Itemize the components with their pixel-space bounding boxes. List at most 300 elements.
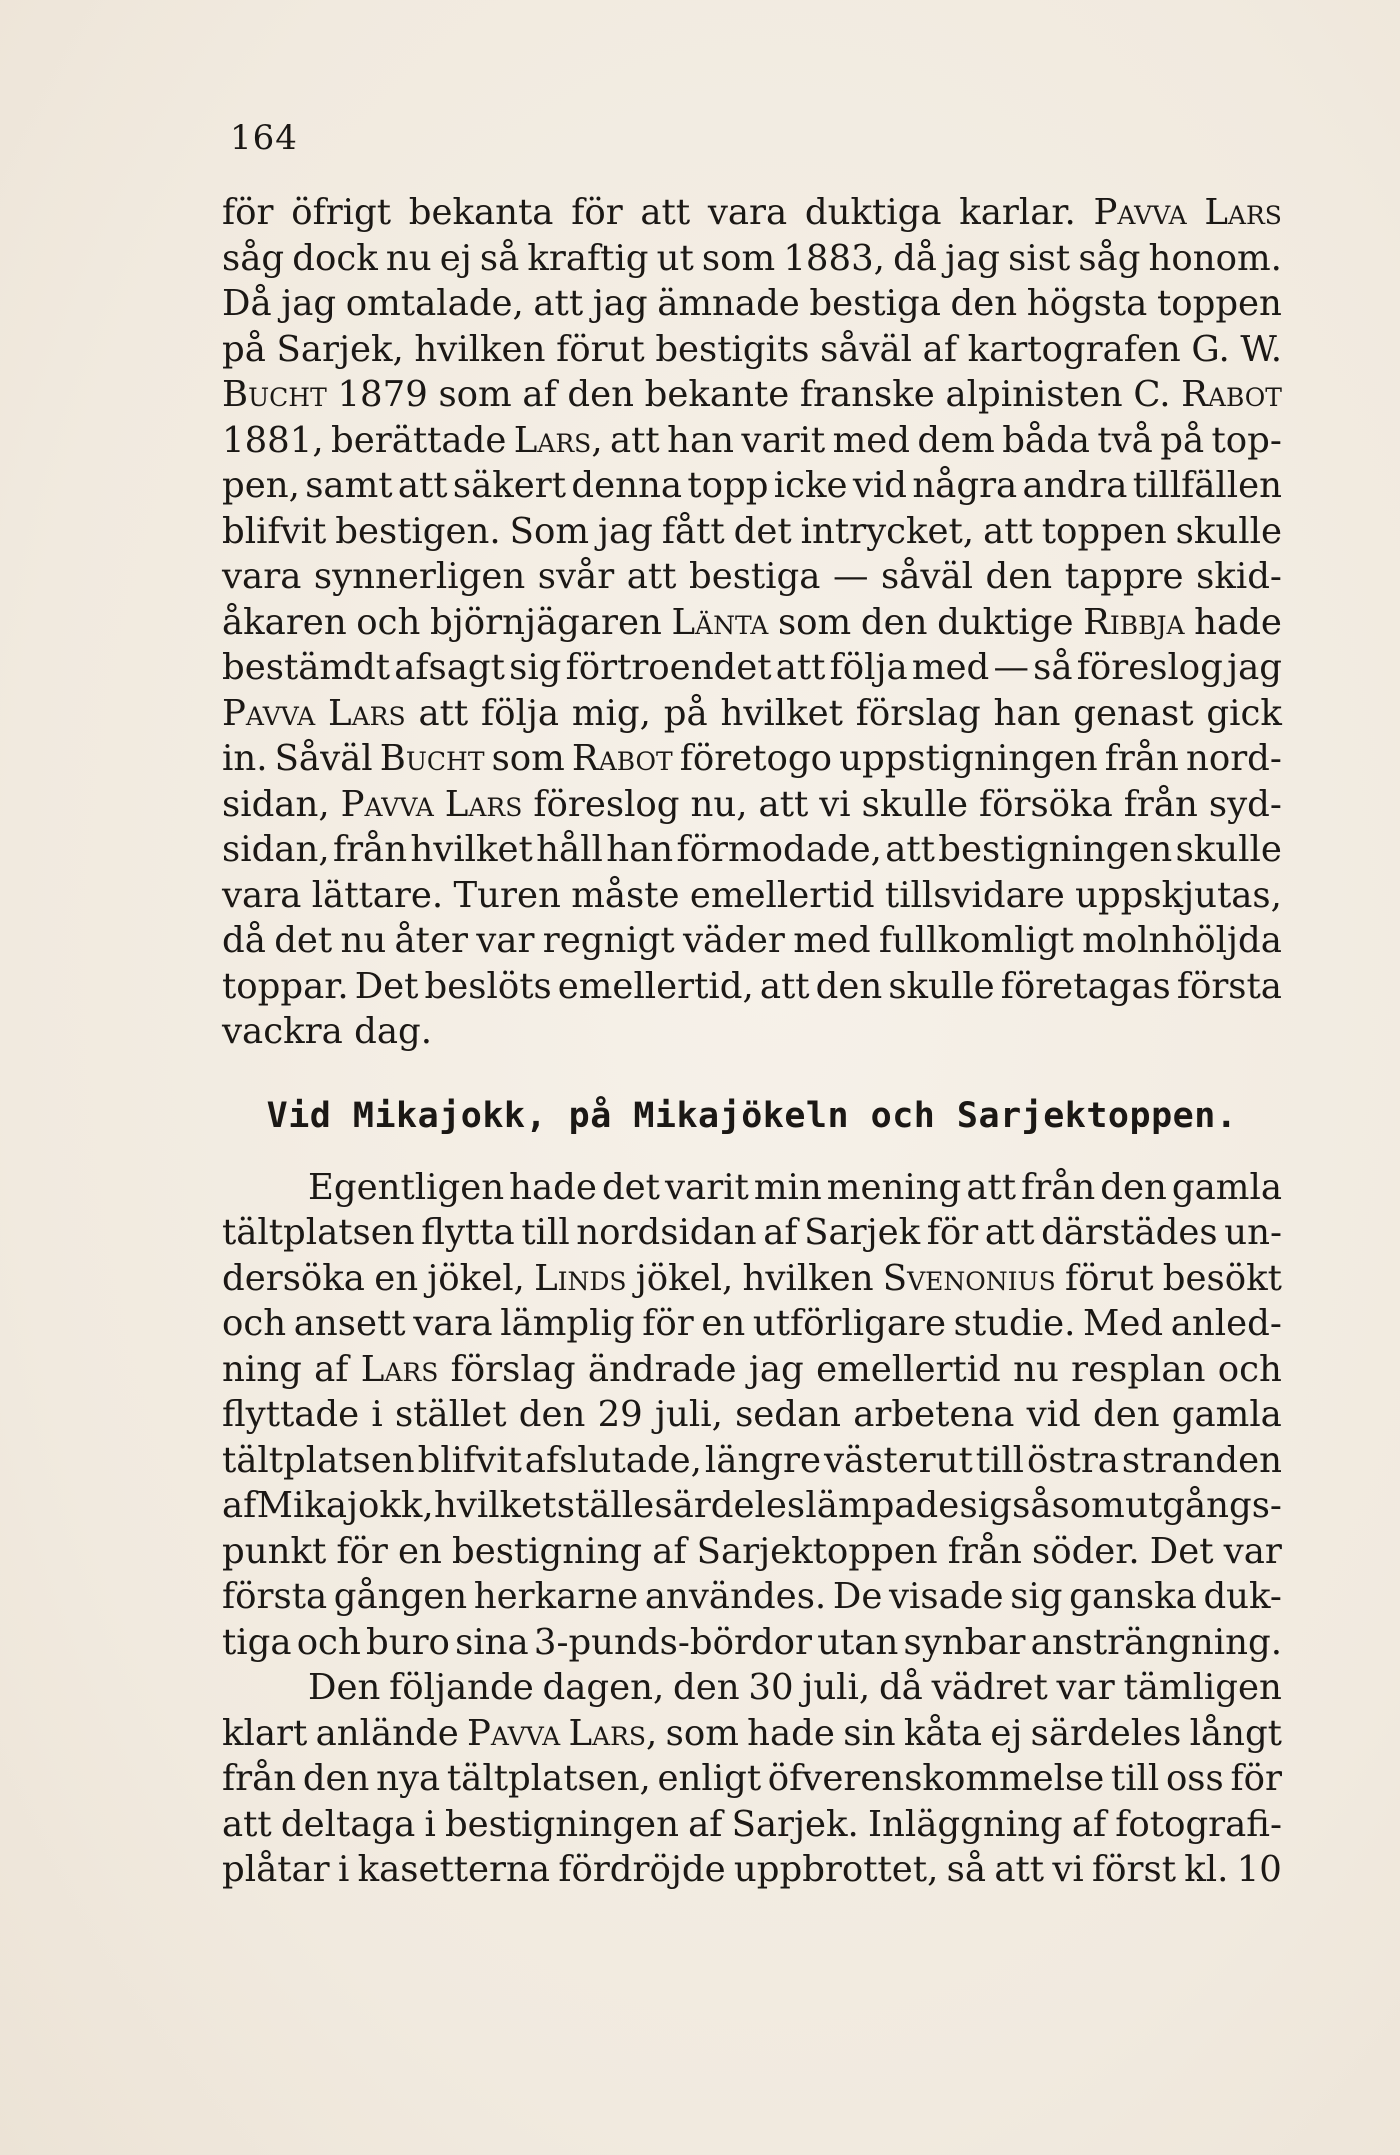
word: bestiga: [809, 283, 941, 324]
word: gamla: [1171, 1166, 1282, 1208]
word: Det: [1149, 1530, 1214, 1572]
word: båda: [1002, 419, 1090, 461]
word: 1881,: [222, 419, 324, 461]
word: dagen,: [542, 1667, 665, 1708]
word: som: [777, 601, 852, 643]
word: tältplatsen,: [446, 1758, 651, 1799]
word: första: [1176, 965, 1282, 1007]
word: Lars: [444, 783, 523, 825]
word: vara: [413, 1303, 493, 1344]
word: sidan,: [222, 783, 330, 825]
word: 1879: [337, 374, 428, 415]
word: ut: [656, 237, 694, 279]
word: denna: [571, 465, 682, 506]
word: 1883,: [783, 237, 885, 279]
body-text: [222, 190, 1282, 1893]
word: för: [571, 192, 623, 233]
word: då: [893, 237, 937, 279]
word: åkaren: [222, 601, 347, 643]
word: topp: [687, 465, 769, 506]
word: fotografi-: [1115, 1803, 1282, 1845]
word: att: [626, 556, 677, 597]
word: företagas: [1000, 965, 1171, 1007]
word: jökel,: [427, 1257, 525, 1299]
word: så: [1033, 647, 1073, 688]
text-line: [222, 1483, 1282, 1529]
text-line: [222, 691, 1282, 737]
word: då: [878, 1667, 923, 1708]
word: sist: [1008, 237, 1071, 279]
word: den: [985, 556, 1053, 597]
word: jag: [945, 237, 1000, 279]
word: ganska: [1069, 1576, 1197, 1617]
word: i: [371, 1394, 383, 1435]
word: fått: [661, 510, 725, 552]
word: tältplatsen: [222, 1212, 415, 1253]
word: af: [922, 328, 957, 370]
word: flyttade: [222, 1394, 360, 1435]
word: deltaga: [280, 1803, 416, 1845]
word: högsta: [1026, 283, 1148, 324]
word: af: [688, 1803, 723, 1845]
word: den: [567, 374, 634, 415]
word: förut: [1064, 1257, 1154, 1299]
word: G.: [1191, 328, 1230, 370]
text-line: [222, 554, 1282, 600]
word: sin: [843, 1712, 896, 1754]
word: på: [222, 328, 266, 370]
word: tältplatsen: [222, 1439, 415, 1481]
text-line: [222, 1665, 1282, 1711]
word: Länta: [671, 601, 769, 643]
word: såsom: [1012, 1485, 1125, 1526]
text-line: [222, 1756, 1282, 1802]
text-line: [222, 236, 1282, 282]
word: som: [701, 237, 776, 279]
word: emellertid: [689, 874, 875, 916]
text-line: [222, 1301, 1282, 1347]
word: sina: [455, 1621, 529, 1663]
word: Pavva: [340, 783, 434, 825]
word: till: [521, 1212, 570, 1253]
word: gick: [1206, 692, 1282, 734]
word: —: [832, 556, 869, 597]
word: skid-: [1196, 556, 1282, 597]
word: håll: [536, 829, 603, 870]
word: ning: [222, 1348, 302, 1390]
text-line: [222, 827, 1282, 873]
text-line: [222, 1165, 1282, 1211]
word: dock: [292, 237, 378, 279]
word: nu: [385, 237, 432, 279]
word: Lars,: [513, 419, 603, 461]
word: Lars: [1204, 192, 1282, 233]
word: en: [374, 1257, 419, 1299]
word: att: [397, 465, 448, 506]
word: var: [1223, 1530, 1282, 1572]
section-heading: Vid Mikajokk, på Mikajökeln och Sarjektoppen.: [266, 1095, 1238, 1136]
word: Det: [354, 965, 419, 1007]
word: sig: [1010, 1576, 1063, 1617]
word: att: [222, 1803, 272, 1845]
text-line: [222, 782, 1282, 828]
word: beslöts: [424, 965, 552, 1007]
word: Den: [308, 1667, 381, 1708]
word: förslag: [855, 692, 981, 734]
word: Linds: [534, 1257, 627, 1299]
word: lämplig: [500, 1303, 635, 1344]
word: resplan: [1071, 1348, 1206, 1390]
word: vackra: [222, 1011, 343, 1052]
word: jag: [592, 283, 648, 324]
word: genast: [1073, 692, 1194, 734]
word: Sarjektoppen: [696, 1530, 938, 1572]
word: molnhöljda: [1082, 920, 1282, 961]
word: jag: [1227, 647, 1282, 688]
word: intrycket,: [800, 510, 975, 552]
word: enligt: [657, 1758, 762, 1799]
word: berättade: [331, 419, 507, 461]
word: dem: [917, 419, 995, 461]
text-line: [222, 736, 1282, 782]
word: hvilket: [434, 1485, 557, 1526]
word: med: [911, 647, 990, 688]
word: jökel,: [635, 1257, 734, 1299]
word: åter: [394, 920, 468, 961]
word: tillsvidare: [884, 874, 1065, 916]
word: vara: [707, 192, 788, 233]
word: honom.: [1148, 237, 1282, 279]
word: med: [832, 419, 910, 461]
word: han: [667, 419, 734, 461]
text-line: [222, 1256, 1282, 1302]
word: användes.: [644, 1576, 827, 1617]
word: Egentligen: [308, 1166, 505, 1208]
word: förtroendet: [565, 647, 772, 688]
word: hvilket: [410, 829, 533, 870]
word: vid: [852, 465, 907, 506]
word: den: [950, 283, 1018, 324]
word: Turen: [453, 874, 561, 916]
word: som: [665, 1712, 739, 1754]
text-line: [222, 1802, 1282, 1848]
word: synnerligen: [313, 556, 526, 597]
text-line: [222, 873, 1282, 919]
word: Bucht: [379, 738, 485, 779]
word: från: [1104, 738, 1179, 779]
word: C.: [1133, 374, 1171, 415]
word: utförligare: [752, 1303, 947, 1344]
text-line: [222, 918, 1282, 964]
word: tillfällen: [1132, 465, 1282, 506]
word: Bucht: [222, 374, 327, 415]
word: karlar.: [959, 192, 1076, 233]
word: Sarjek.: [731, 1803, 859, 1845]
word: vid: [1026, 1394, 1081, 1435]
word: till: [975, 1439, 1025, 1481]
word: såg: [1078, 237, 1141, 279]
word: regnigt: [542, 920, 675, 961]
word: afslutade,: [524, 1439, 702, 1481]
word: bestiga: [688, 556, 821, 597]
word: af: [1071, 1803, 1107, 1845]
word: såväl: [881, 556, 973, 597]
word: andra: [1022, 465, 1128, 506]
word: bestigits: [655, 328, 810, 370]
word: det: [601, 1166, 660, 1208]
word: vara: [222, 556, 302, 597]
word: hade: [1194, 601, 1282, 643]
word: därstädes: [1041, 1212, 1218, 1253]
word: Inläggning: [868, 1803, 1063, 1845]
word: vi: [1052, 1849, 1084, 1890]
word: buro: [365, 1621, 450, 1663]
word: förslag: [450, 1348, 576, 1390]
word: var: [1056, 1667, 1115, 1708]
word: pen,: [222, 465, 300, 506]
word: synbar: [903, 1621, 1026, 1663]
word: fullkomligt: [878, 920, 1074, 961]
word: oss: [1165, 1758, 1224, 1799]
word: föreslog: [1076, 647, 1223, 688]
word: följa: [480, 692, 560, 734]
word: Pavva: [1093, 192, 1187, 233]
word: följa: [829, 647, 908, 688]
word: 30: [748, 1667, 794, 1708]
word: hade: [509, 1166, 597, 1208]
word: af: [763, 1212, 798, 1253]
word: på: [663, 692, 708, 734]
word: att: [966, 1166, 1017, 1208]
word: ansett: [293, 1303, 406, 1344]
word: i: [337, 1849, 350, 1890]
word: ej: [990, 1712, 1023, 1754]
word: till: [1110, 1758, 1160, 1799]
word: kåta: [903, 1712, 983, 1754]
text-line: [222, 600, 1282, 646]
word: afsagt: [394, 647, 505, 688]
word: han: [606, 829, 674, 870]
word: söder.: [1031, 1530, 1140, 1572]
word: från: [222, 1758, 297, 1799]
text-line: [222, 1347, 1282, 1393]
word: in.: [222, 738, 268, 779]
text-line: [222, 1574, 1282, 1620]
word: nya: [376, 1758, 441, 1799]
word: Lars,: [568, 1712, 658, 1754]
word: skulle: [888, 965, 995, 1007]
word: sidan,: [222, 829, 330, 870]
word: förmodade,: [676, 829, 882, 870]
word: skulle: [861, 783, 968, 825]
word: vara: [222, 874, 302, 916]
word: bestigning: [451, 1530, 643, 1572]
word: syd-: [1208, 783, 1282, 825]
word: kasetterna: [357, 1849, 551, 1890]
word: bekante: [644, 374, 790, 415]
word: tiga: [222, 1621, 292, 1663]
text-line: [222, 1529, 1282, 1575]
word: nu,: [690, 783, 748, 825]
word: stället: [394, 1394, 507, 1435]
word: följande: [389, 1667, 534, 1708]
word: lämpade: [805, 1485, 960, 1526]
word: mening: [826, 1166, 962, 1208]
word: gången: [333, 1576, 468, 1617]
text-line: [222, 463, 1282, 509]
word: försöka: [978, 783, 1113, 825]
word: De: [832, 1576, 883, 1617]
word: min: [753, 1166, 822, 1208]
word: från: [332, 829, 408, 870]
word: en: [397, 1530, 442, 1572]
word: kl.: [1184, 1849, 1229, 1890]
word: Sarjek,: [276, 328, 404, 370]
text-line: [222, 372, 1282, 418]
word: uppstigningen: [839, 738, 1098, 779]
word: såg: [222, 237, 285, 279]
word: att: [640, 192, 691, 233]
section-heading-block: [222, 1055, 1282, 1165]
word: östra: [1026, 1439, 1119, 1481]
word: lättare.: [311, 874, 444, 916]
word: det: [733, 510, 792, 552]
word: västerut: [823, 1439, 973, 1481]
word: samt: [305, 465, 393, 506]
word: den: [302, 1758, 370, 1799]
word: Ribbja: [1083, 601, 1185, 643]
word: af: [652, 1530, 687, 1572]
word: skulle: [1175, 829, 1282, 870]
word: som: [491, 738, 565, 779]
word: top-: [1211, 419, 1282, 461]
word: i: [424, 1803, 436, 1845]
text-line: [222, 327, 1282, 373]
word: 3-punds-bördor: [533, 1621, 812, 1663]
word: nu: [340, 920, 387, 961]
word: att: [775, 647, 826, 688]
word: särdeles: [1030, 1712, 1182, 1754]
word: som: [438, 374, 512, 415]
word: hade: [747, 1712, 835, 1754]
word: den: [1092, 1394, 1160, 1435]
word: tämligen: [1123, 1667, 1282, 1708]
word: studie.: [953, 1303, 1076, 1344]
word: anled-: [1170, 1303, 1282, 1344]
word: juli,: [802, 1667, 871, 1708]
word: Svenonius: [882, 1257, 1056, 1299]
word: den: [1100, 1166, 1167, 1208]
word: ändrade: [587, 1348, 737, 1390]
word: toppen: [1156, 283, 1282, 324]
text-line: [222, 1711, 1282, 1757]
word: herkarne: [473, 1576, 639, 1617]
word: öfverenskommelse: [767, 1758, 1105, 1799]
word: ej: [439, 237, 472, 279]
paragraph-pavva-lars: [222, 190, 1282, 1055]
word: för: [642, 1303, 694, 1344]
word: ansträngning.: [1030, 1621, 1282, 1663]
word: föreslog: [533, 783, 680, 825]
text-line: [222, 509, 1282, 555]
word: säkert: [452, 465, 567, 506]
word: första: [222, 1576, 328, 1617]
word: från: [1021, 1166, 1096, 1208]
text-line: [222, 964, 1282, 1010]
word: från: [947, 1530, 1022, 1572]
word: sig: [509, 647, 562, 688]
word: vädret: [931, 1667, 1048, 1708]
word: Rabot: [571, 738, 673, 779]
word: Med: [1083, 1303, 1164, 1344]
text-line: [222, 1210, 1282, 1256]
word: sedan: [735, 1394, 842, 1435]
text-line: [222, 281, 1282, 327]
word: af: [314, 1348, 349, 1390]
word: och: [296, 1621, 361, 1663]
word: emellertid: [816, 1348, 1001, 1390]
word: omtalade,: [345, 283, 524, 324]
text-line: [222, 418, 1282, 464]
word: att: [984, 1212, 1035, 1253]
word: plåtar: [222, 1849, 330, 1890]
word: toppen: [1041, 510, 1167, 552]
word: det: [274, 920, 333, 961]
word: —: [993, 647, 1029, 688]
word: att: [983, 510, 1033, 552]
word: svår: [537, 556, 615, 597]
word: ställe: [556, 1485, 655, 1526]
word: ämnade: [657, 283, 800, 324]
word: hvilken: [414, 328, 546, 370]
word: af: [522, 374, 557, 415]
word: duktige: [937, 601, 1074, 643]
word: toppar.: [222, 965, 349, 1007]
text-line: [222, 645, 1282, 691]
word: blifvit: [417, 1439, 522, 1481]
word: för: [336, 1530, 388, 1572]
word: tappre: [1064, 556, 1184, 597]
word: punkt: [222, 1530, 327, 1572]
word: klart: [222, 1712, 308, 1754]
word: bestämdt: [222, 647, 391, 688]
word: Lars: [328, 692, 406, 734]
word: kraftig: [527, 237, 649, 279]
word: särdeles: [654, 1485, 806, 1526]
text-line: [222, 1438, 1282, 1484]
word: för: [1230, 1758, 1282, 1799]
word: två: [1097, 419, 1153, 461]
word: att: [610, 419, 660, 461]
word: mig,: [571, 692, 651, 734]
word: Pavva: [467, 1712, 561, 1754]
word: franske: [799, 374, 935, 415]
word: Då: [222, 283, 272, 324]
word: duk-: [1203, 1576, 1282, 1617]
word: för: [926, 1212, 979, 1253]
word: bestigningen: [444, 1803, 679, 1845]
word: så: [479, 237, 520, 279]
word: väder: [682, 920, 785, 961]
word: Sarjek: [804, 1212, 921, 1253]
word: blifvit: [222, 510, 327, 552]
word: jag: [597, 510, 653, 552]
word: att: [994, 1849, 1045, 1890]
word: visade: [889, 1576, 1004, 1617]
word: att: [418, 692, 469, 734]
word: 10: [1236, 1849, 1282, 1890]
word: utan: [817, 1621, 899, 1663]
